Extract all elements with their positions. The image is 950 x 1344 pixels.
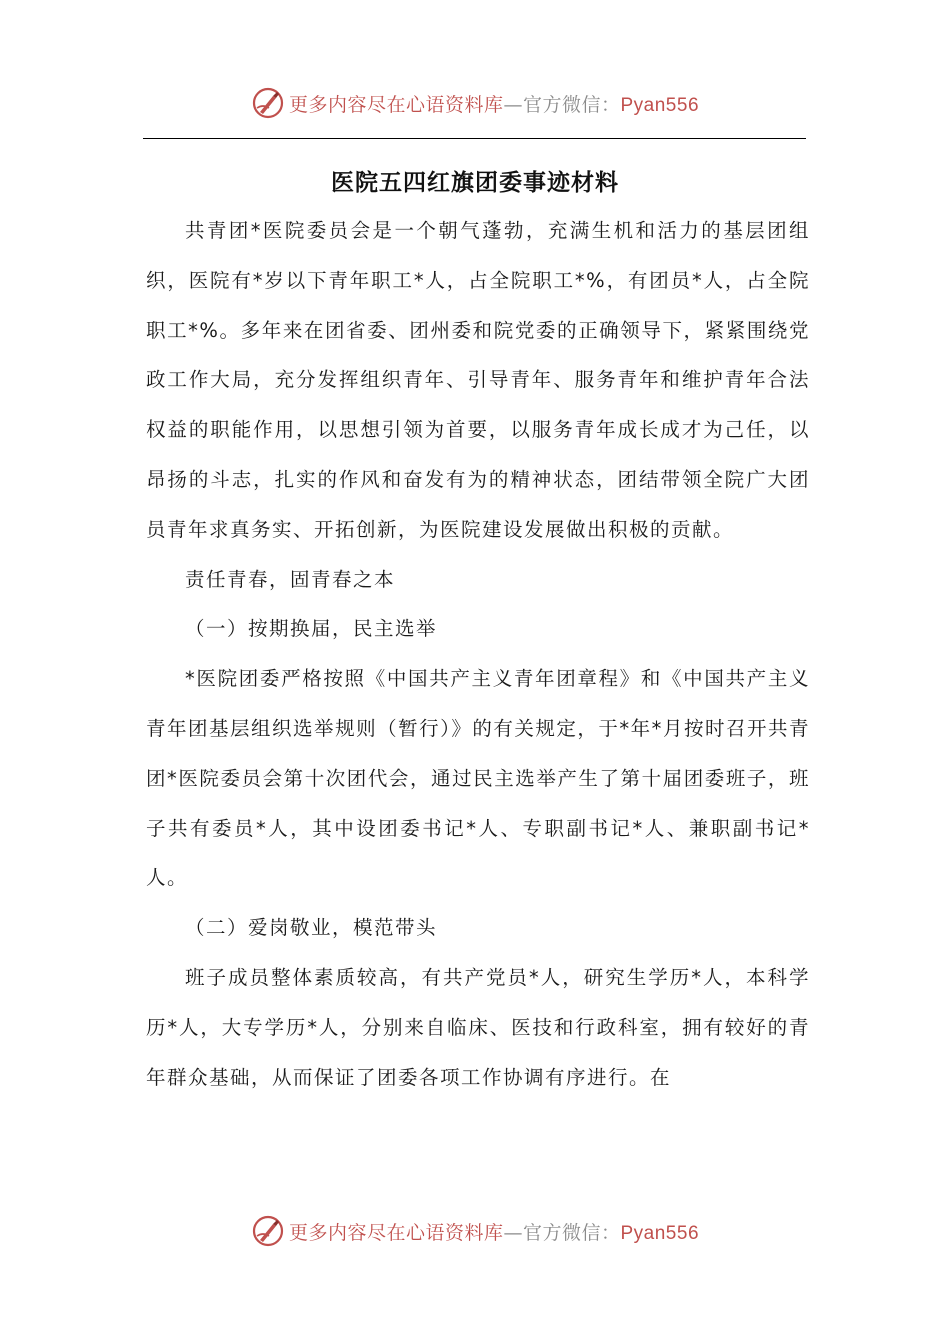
document-title: 医院五四红旗团委事迹材料 xyxy=(331,169,619,196)
watermark-wechat-label: 官方微信： xyxy=(522,1221,621,1244)
paragraph-intro: 共青团*医院委员会是一个朝气蓬勃，充满生机和活力的基层团组织，医院有*岁以下青年职工*人，占全院职工*%，有团员*人，占全院职工*%。多年来在团省委、团州委和院党委的正确领导下，紧紧围绕党政工作大局，充分发挥组织青年、引导青年、服务青年和维护青年合法权益的职能作用，以思想引领为首要，以服务青年成长成才为己任，以昂扬的斗志，扎实的作风和奋发有为的精神状态，团结带领全院广大团员青年求真务实、开拓创新，为医院建设发展做出积极的贡献。 xyxy=(146,219,810,541)
header-divider xyxy=(143,138,806,139)
watermark-text xyxy=(289,1218,699,1245)
watermark-dash: — xyxy=(503,1221,523,1244)
subsection-heading-1: （一）按期换届，民主选举 xyxy=(185,617,438,641)
watermark-site-text: 更多内容尽在心语资料库 xyxy=(288,93,504,116)
paragraph-members: 班子成员整体素质较高，有共产党员*人，研究生学历*人，本科学历*人，大专学历*人，分别来自临床、医技和行政科室，拥有较好的青年群众基础，从而保证了团委各项工作协调有序进行。在 xyxy=(146,965,810,1089)
watermark-dash: — xyxy=(503,93,523,116)
watermark-banner-top xyxy=(0,80,950,126)
subsection-heading-2: （二）爱岗敬业，模范带头 xyxy=(185,916,438,940)
watermark-wechat-id: Pyan556 xyxy=(620,94,700,116)
pen-logo-icon xyxy=(251,86,285,120)
section-heading: 责任青春，固青春之本 xyxy=(185,567,396,591)
pen-logo-icon xyxy=(251,1214,285,1248)
watermark-wechat-label: 官方微信： xyxy=(522,93,621,116)
watermark-banner-bottom xyxy=(0,1208,950,1254)
paragraph-election: *医院团委严格按照《中国共产主义青年团章程》和《中国共产主义青年团基层组织选举规则（暂行）》的有关规定，于*年*月按时召开共青团*医院委员会第十次团代会，通过民主选举产生了第十届团委班子，班子共有委员*人，其中设团委书记*人、专职副书记*人、兼职副书记*人。 xyxy=(146,667,810,890)
watermark-site-text: 更多内容尽在心语资料库 xyxy=(288,1221,504,1244)
document-body xyxy=(146,206,810,1102)
watermark-text xyxy=(289,90,699,117)
watermark-wechat-id: Pyan556 xyxy=(620,1222,700,1244)
